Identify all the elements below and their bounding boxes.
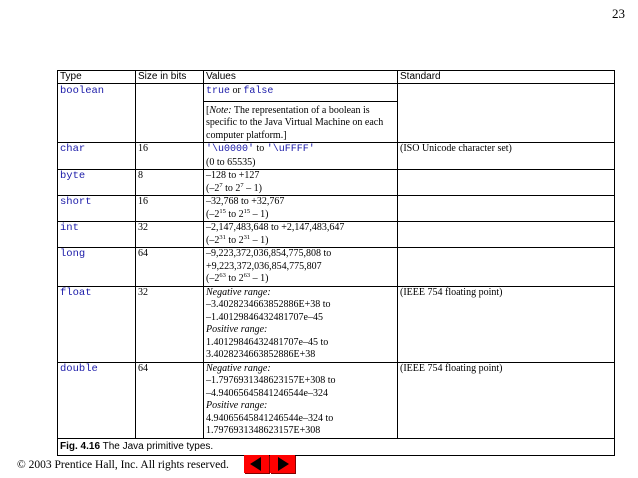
standard-float: (IEEE 754 floating point) <box>398 286 615 362</box>
size-char: 16 <box>136 143 204 170</box>
caption-row <box>58 438 615 456</box>
type-char: char <box>60 143 86 155</box>
size-long: 64 <box>136 248 204 287</box>
values-byte: –128 to +127 ($-2^7$ to $2^7 - 1$) <box>204 170 398 196</box>
type-byte: byte <box>60 170 86 182</box>
table-row <box>58 248 615 287</box>
type-double: double <box>60 362 98 375</box>
header-type: Type <box>58 71 136 84</box>
table-row <box>58 170 615 196</box>
size-double: 64 <box>136 362 204 438</box>
boolean-note: [Note: The representation of a boolean is specific to the Java Virtual Machine on each computer platform.] <box>204 101 398 143</box>
values-short: –32,768 to +32,767 ($-2^{15}$ to $2^{15} - 1$) <box>204 196 398 222</box>
next-slide-button[interactable] <box>270 455 295 473</box>
table-row <box>58 196 615 222</box>
previous-slide-button[interactable] <box>244 455 269 473</box>
type-long: long <box>60 248 86 260</box>
table-row <box>58 222 615 248</box>
table-row <box>58 143 615 170</box>
type-int: int <box>60 222 79 234</box>
size-short: 16 <box>136 196 204 222</box>
size-float: 32 <box>136 286 204 362</box>
values-long: –9,223,372,036,854,775,808 to +9,223,372,036,854,775,807 ($-2^{63}$ to $2^{63} - 1$) <box>204 248 398 287</box>
type-boolean: boolean <box>60 85 105 97</box>
header-standard: Standard <box>398 71 615 84</box>
type-short: short <box>60 196 92 208</box>
table-row <box>58 286 615 362</box>
header-values: Values <box>204 71 398 84</box>
values-double: Negative range: –1.7976931348623157E+308 to –4.94065645841246544e–324 Positive range: 4.94065645841246544e–324 to 1.7976931348623157E+308 <box>204 362 398 438</box>
table-row <box>58 84 615 102</box>
table-header-row <box>58 71 615 84</box>
type-float: float <box>60 286 92 299</box>
standard-double: (IEEE 754 floating point) <box>398 362 615 438</box>
table-row <box>58 362 615 438</box>
size-int: 32 <box>136 222 204 248</box>
standard-char: (ISO Unicode character set) <box>398 143 615 170</box>
values-int: –2,147,483,648 to +2,147,483,647 ($-2^{31}$ to $2^{31} - 1$) <box>204 222 398 248</box>
primitive-types-table <box>57 70 615 456</box>
left-arrow-icon <box>244 455 269 473</box>
values-boolean: true or false <box>204 84 398 102</box>
page-number: 23 <box>612 6 625 21</box>
figure-caption: Fig. 4.16 The Java primitive types. <box>58 438 615 456</box>
values-float: Negative range: –3.4028234663852886E+38 to –1.40129846432481707e–45 Positive range: 1.40129846432481707e–45 to 3.4028234663852886E+38 <box>204 286 398 362</box>
values-char: '\u0000' to '\uFFFF' (0 to 65535) <box>204 143 398 170</box>
copyright-notice: © 2003 Prentice Hall, Inc. All rights reserved. <box>17 459 229 471</box>
right-arrow-icon <box>270 455 295 473</box>
header-size: Size in bits <box>136 71 204 84</box>
size-byte: 8 <box>136 170 204 196</box>
